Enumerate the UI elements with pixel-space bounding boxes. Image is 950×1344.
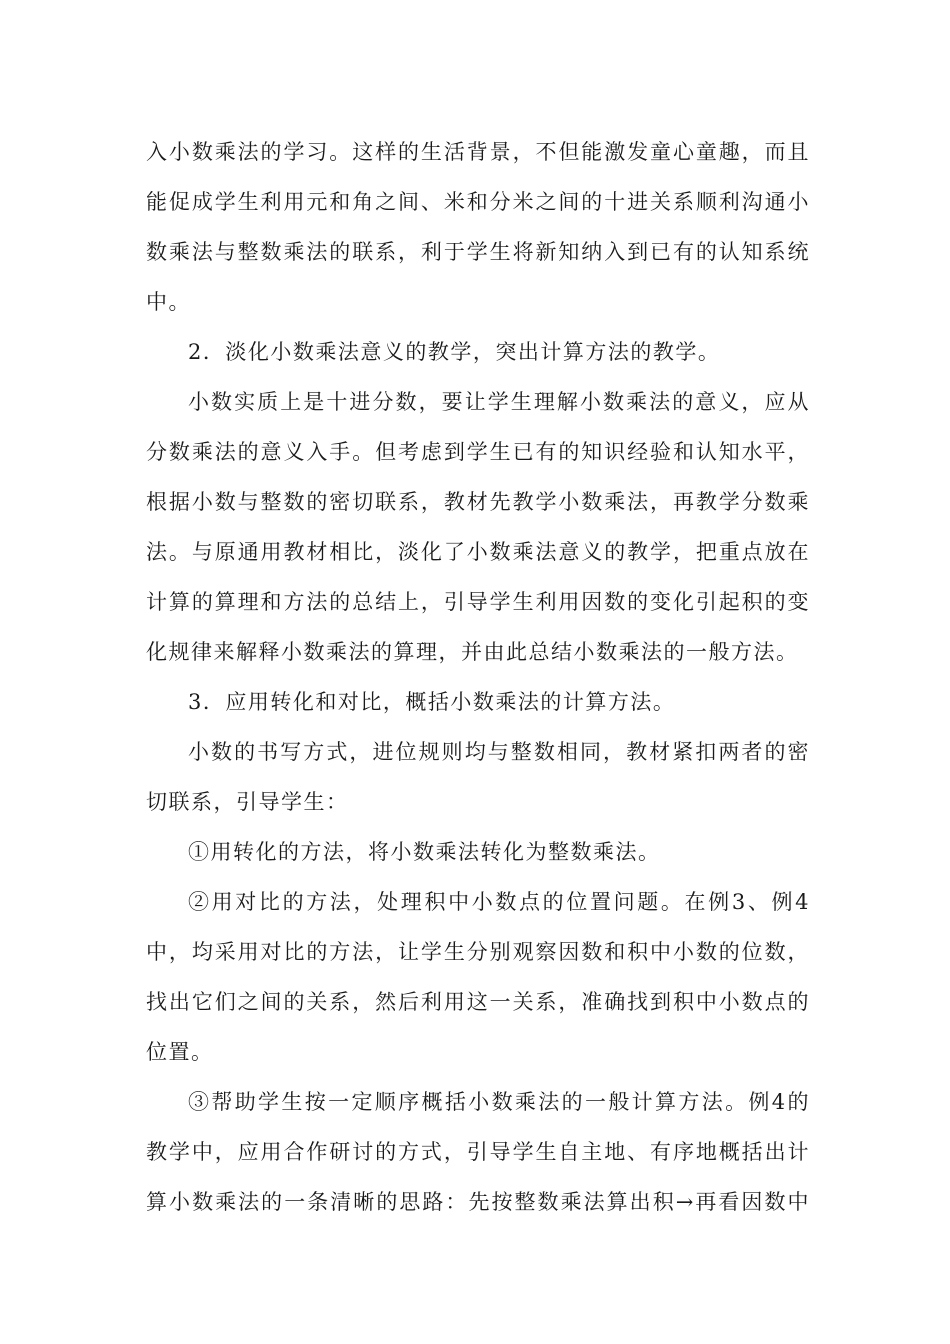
text-line: 小数的书写方式，进位规则均与整数相同，教材紧扣两者的密 (188, 740, 810, 764)
list-item: ②用对比的方法，处理积中小数点的位置问题。在例3、例4 (188, 890, 810, 914)
text-line: 教学中，应用合作研讨的方式，引导学生自主地、有序地概括出计 (146, 1140, 810, 1164)
text-line: 计算的算理和方法的总结上，引导学生利用因数的变化引起积的变 (146, 590, 810, 614)
section-heading: 3．应用转化和对比，概括小数乘法的计算方法。 (188, 690, 676, 714)
list-item: ①用转化的方法，将小数乘法转化为整数乘法。 (188, 840, 661, 864)
section-heading: 2．淡化小数乘法意义的教学，突出计算方法的教学。 (188, 340, 721, 364)
text-line: 数乘法与整数乘法的联系，利于学生将新知纳入到已有的认知系统 (146, 240, 810, 264)
text-line: 法。与原通用教材相比，淡化了小数乘法意义的教学，把重点放在 (146, 540, 810, 564)
text-line: 能促成学生利用元和角之间、米和分米之间的十进关系顺利沟通小 (146, 190, 810, 214)
text-line: 中。 (146, 290, 191, 314)
list-item: ③帮助学生按一定顺序概括小数乘法的一般计算方法。例4的 (188, 1090, 810, 1114)
text-line: 入小数乘法的学习。这样的生活背景，不但能激发童心童趣，而且 (146, 140, 810, 164)
text-line: 根据小数与整数的密切联系，教材先教学小数乘法，再教学分数乘 (146, 490, 810, 514)
text-line: 切联系，引导学生： (146, 790, 349, 814)
text-line: 中，均采用对比的方法，让学生分别观察因数和积中小数的位数， (146, 940, 810, 964)
text-line: 算小数乘法的一条清晰的思路：先按整数乘法算出积→再看因数中 (146, 1190, 810, 1214)
text-line: 分数乘法的意义入手。但考虑到学生已有的知识经验和认知水平， (146, 440, 810, 464)
body-text (146, 127, 810, 1227)
text-line: 化规律来解释小数乘法的算理，并由此总结小数乘法的一般方法。 (146, 640, 799, 664)
text-line: 找出它们之间的关系，然后利用这一关系，准确找到积中小数点的 (146, 990, 810, 1014)
text-line: 小数实质上是十进分数，要让学生理解小数乘法的意义，应从 (188, 390, 810, 414)
text-line: 位置。 (146, 1040, 214, 1064)
